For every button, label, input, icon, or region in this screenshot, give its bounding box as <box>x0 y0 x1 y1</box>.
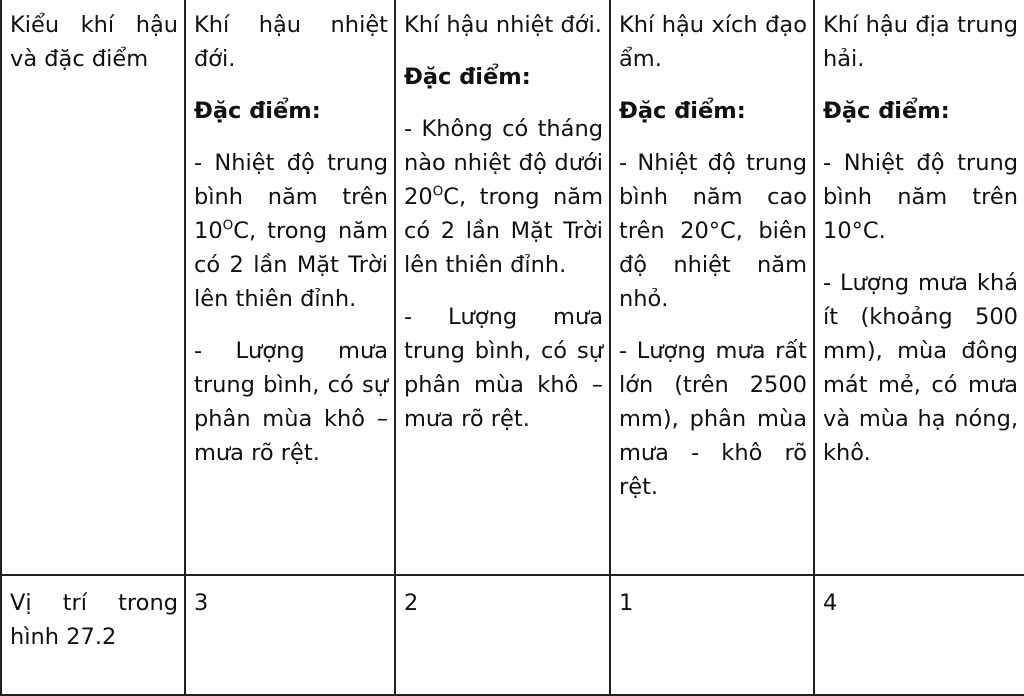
header-label: Kiểu khí hậu và đặc điểm <box>10 12 178 72</box>
rainfall-text: - Lượng mưa trung bình, có sự phân mùa khô – mưa rõ rệt. <box>404 304 603 432</box>
feature-heading: Đặc điểm: <box>823 98 950 124</box>
climate-cell-4 <box>814 0 1024 575</box>
position-value: 3 <box>185 575 395 695</box>
temperature-text: - Nhiệt độ trung bình năm trên 10°C. <box>823 150 1018 244</box>
header-label-cell <box>1 0 185 575</box>
climate-cell-1 <box>185 0 395 575</box>
position-label-cell <box>1 575 185 695</box>
position-value: 1 <box>610 575 814 695</box>
temperature-text: - Không có tháng nào nhiệt độ dưới $20^OC$, trong năm có 2 lần Mặt Trời lên thiên đỉnh. <box>404 116 603 278</box>
climate-name: Khí hậu xích đạo ẩm. <box>619 12 807 72</box>
temperature-text: - Nhiệt độ trung bình năm trên $10^OC$, trong năm có 2 lần Mặt Trời lên thiên đỉnh. <box>194 150 388 312</box>
rainfall-text: - Lượng mưa khá ít (khoảng 500 mm), mùa đông mát mẻ, có mưa và mùa hạ nóng, khô. <box>823 270 1018 466</box>
position-value: 4 <box>814 575 1024 695</box>
feature-heading: Đặc điểm: <box>619 98 746 124</box>
position-label: Vị trí trong hình 27.2 <box>10 590 178 650</box>
climate-name: Khí hậu nhiệt đới. <box>194 12 388 72</box>
temperature-text: - Nhiệt độ trung bình năm cao trên 20°C, biên độ nhiệt năm nhỏ. <box>619 150 807 312</box>
position-value: 2 <box>395 575 610 695</box>
position-row <box>1 575 1024 695</box>
rainfall-text: - Lượng mưa trung bình, có sự phân mùa khô – mưa rõ rệt. <box>194 338 388 466</box>
climate-features-row <box>1 0 1024 575</box>
climate-name: Khí hậu địa trung hải. <box>823 12 1018 72</box>
feature-heading: Đặc điểm: <box>404 64 531 90</box>
climate-cell-2 <box>395 0 610 575</box>
rainfall-text: - Lượng mưa rất lớn (trên 2500 mm), phân mùa mưa - khô rõ rệt. <box>619 338 807 500</box>
climate-name: Khí hậu nhiệt đới. <box>404 12 602 38</box>
climate-cell-3 <box>610 0 814 575</box>
feature-heading: Đặc điểm: <box>194 98 321 124</box>
